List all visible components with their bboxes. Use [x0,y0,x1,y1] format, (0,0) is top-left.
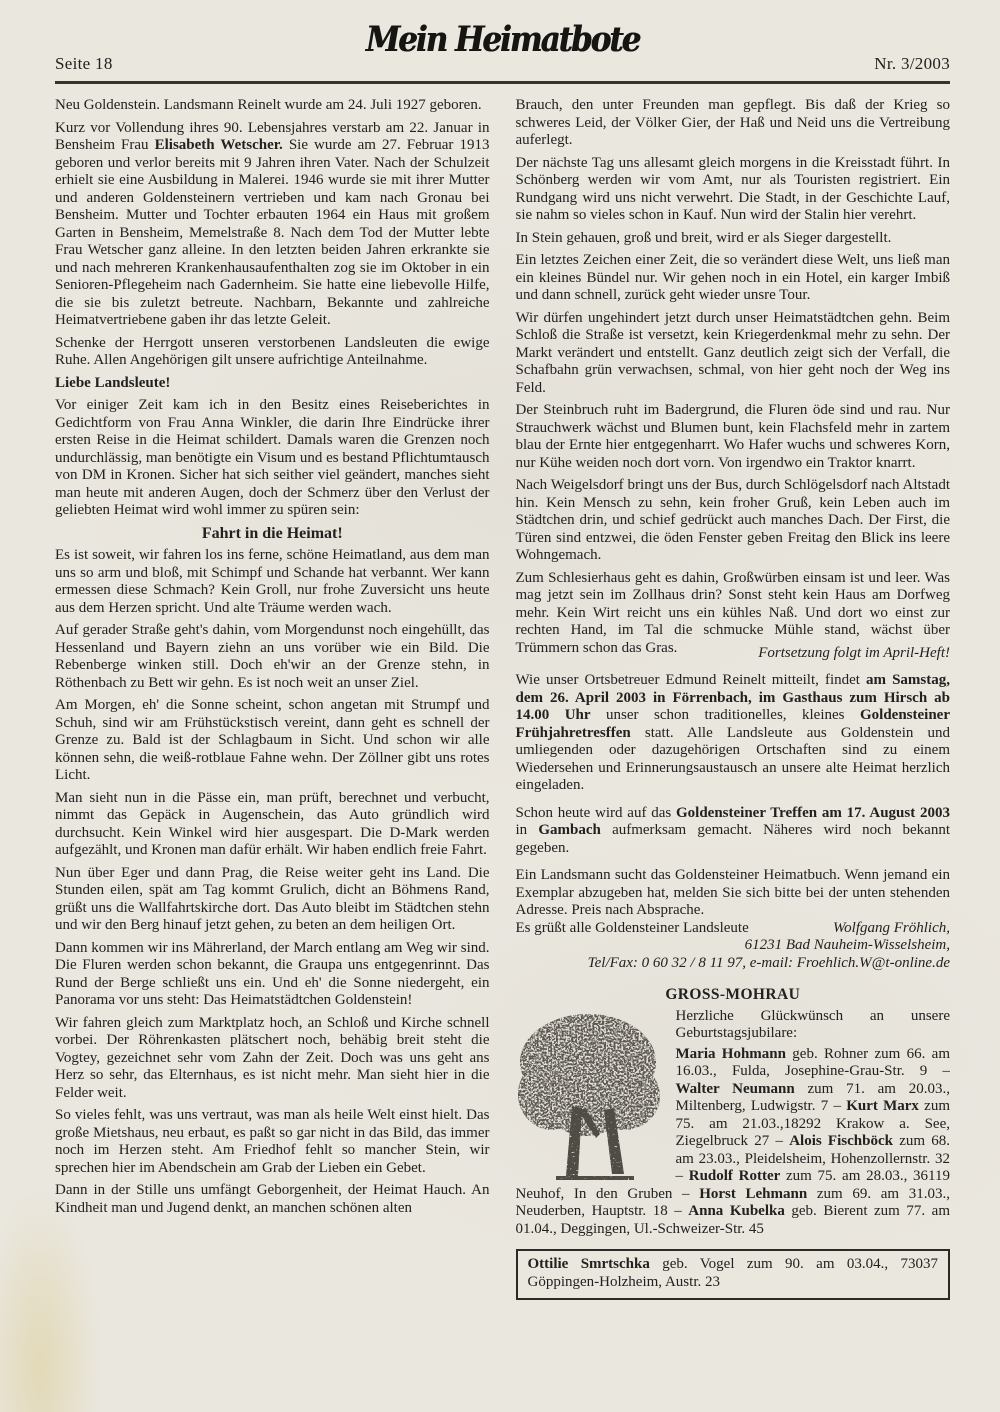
paragraph: Man sieht nun in die Pässe ein, man prüft, berechnet und verbucht, nimmt das Gepäck in Augenschein, das Auto gründlich wird durchsucht. Kein Winkel wird hier ausgespart. Die D-Mark werden aufgezählt, und Kronen man dafür erhält. Wir haben endlich freie Fahrt. [55,789,490,858]
birthday-box-text: Ottilie Smrtschka geb. Vogel zum 90. am 03.04., 73037 Göppingen-Holzheim, Austr. 23 [527,1256,938,1290]
header-rule [55,81,950,84]
paragraph: Schon heute wird auf das Goldensteiner Treffen am 17. August 2003 in Gambach aufmerksam gemacht. Näheres wird noch bekannt gegeben. [515,804,951,856]
gross-mohrau-intro: Herzliche Glückwünsch an unsere Geburtstagsjubilare: [675,1007,950,1041]
paragraph: Dann kommen wir ins Mährerland, der March entlang am Weg wir sind. Die Fluren werden schon bekannt, die Graupa uns entgegenrinnt. Das Rund der Berge schließt uns ein. Und eh' die Sonne niedergeht, ein Panorama vor uns steht: Das Heimatstädtchen Goldenstein! [55,939,490,1008]
paragraph: Der nächste Tag uns allesamt gleich morgens in die Kreisstadt führt. In Schönberg werden wir vom Amt, nur als Touristen registriert. Ein Rundgang wird uns nicht verwehrt. Die Stadt, in der Geschichte Lauf, sie nahm so vieles schon in Kauf. Nun wird der Stalin hier verehrt. [515,154,950,223]
paragraph: Ein letztes Zeichen einer Zeit, die so verändert diese Welt, uns ließ man ein kleines Bündel nur. Wir gehen noch in ein Hotel, ein karger Imbiß und dann schnell, zurück geht wieder unsre Tour. [515,252,950,303]
left-column [55,97,490,1300]
paragraph: Ein Landsmann sucht das Goldensteiner Heimatbuch. Wenn jemand ein Exemplar abzugeben hat, melden Sie sich bitte bei der unten stehenden Adresse. Preis nach Absprache. [515,867,950,918]
gross-mohrau-heading: GROSS-MOHRAU [665,986,801,1003]
paragraph: Wir dürfen ungehindert jetzt durch unser Heimatstädtchen gehn. Beim Schloß die Straße ist versetzt, kein Kriegerdenkmal mehr zu sehn. Der Markt verändert und entstellt. Ganz deutlich zeigt sich der Verfall, die Schafbahn grün verwachsen, schmal, von hier geht noch der Weg ins Feld. [515,309,950,396]
birthday-list: Maria Hohmann geb. Rohner zum 66. am 16.03., Fulda, Josephine-Grau-Str. 9 – Walter Neumann zum 71. am 20.03., Miltenberg, Ludwigstr. 7 – Kurt Marx zum 75. am 21.03.,18292 Krakow a. See, Ziegelbruck 27 – Alois Fischböck zum 68. am 23.03., Pleidelsheim, Hohenzollernstr. 32 – Rudolf Rotter zum 75. am 28.03., 36119 Neuhof, In den Gruben – Horst Lehmann zum 69. am 31.03., Neuderben, Hauptstr. 18 – Anna Kubelka geb. Bierent zum 77. am 01.04., Deggingen, Ul.-Schweizer-Str. 45 [515,1045,950,1237]
text-columns [55,97,950,1300]
tree-illustration [516,1010,664,1180]
page-header [55,19,950,76]
paragraph: Wir fahren gleich zum Marktplatz hoch, an Schloß und Kirche schnell vorbei. Der Röhrenkasten plätschert noch, behäbig breit steht die Vogtey, gezeichnet sehr vom Zahn der Zeit. Doch was uns geht ans Herz so sehr, das Elternhaus, es ist nicht mehr. Man sieht hier in die Felder weit. [55,1014,490,1101]
paragraph: Es ist soweit, wir fahren los ins ferne, schöne Heimatland, aus dem man uns so arm und bloß, mit Schimpf und Schande hat verbannt. Wer kann ermessen diese Schmach? Kein Groll, nur frohe Zuversicht uns heute aus dem Herzen spricht. Und alte Träume werden wach. [55,547,490,616]
page-number: Seite 18 [55,54,113,73]
paragraph: Schenke der Herrgott unseren verstorbenen Landsleuten die ewige Ruhe. Allen Angehörigen gilt unsere aufrichtige Anteilnahme. [55,334,490,368]
paragraph: Brauch, den unter Freunden man gepflegt. Bis daß der Krieg so schweres Leid, der Völker Gier, der Haß und Neid uns die Vertreibung auferlegt. [515,97,950,148]
paragraph: Neu Goldenstein. Landsmann Reinelt wurde am 24. Juli 1927 geboren. [55,97,482,113]
signature-contact: Tel/Fax: 0 60 32 / 8 11 97, e-mail: Froehlich.W@t-online.de [587,954,950,971]
paragraph: Dann in der Stille uns umfängt Geborgenheit, der Heimat Hauch. An Kindheit man und Jugend denkt, an manchen schönen alten [55,1182,490,1216]
paragraph: So vieles fehlt, was uns vertraut, was man als heile Welt einst hielt. Das große Mietshaus, neu erbaut, es paßt so gar nicht in das Bild, das immer noch im Herzen steht. Am Friedhof fehlt so mancher Stein, wir sprechen hier im Abendschein am Grab der Lieben ein Gebet. [55,1107,490,1176]
paragraph: Vor einiger Zeit kam ich in den Besitz eines Reiseberichtes in Gedichtform von Frau Anna Winkler, die darin Ihre Eindrücke ihrer ersten Reise in die Heimat schildert. Damals waren die Grenzen noch undurchlässig, man benötigte ein Visum und es bestand Pflichtumtausch von DM in Kronen. Sicher hat sich seither viel geändert, manches sieht man heute mit anderen Augen, doch der Schmerz über den Verlust der geliebten Heimat wird wohl immer zu spüren sein: [55,397,490,518]
gross-mohrau-section [516,1008,951,1242]
signature-row [516,920,951,938]
paragraph: Am Morgen, eh' die Sonne scheint, schon angetan mit Strumpf und Schuh, sind wir am Frühstückstisch vereint, dann geht es schnell der Grenze zu. Bald ist der Schlagbaum in Sicht. Und schon wir alle können sehn, die weiß-rotblaue Fahne wehn. Der Zöllner gibt uns rotes Licht. [55,697,490,783]
paragraph: Nach Weigelsdorf bringt uns der Bus, durch Schlögelsdorf nach Altstadt hin. Kein Mensch zu sehn, kein froher Gruß, kein Leben auch im Städtchen drin, und schief gedrückt auch manches Dach. Der First, die Türen sind entzwei, die öden Fenster geben Freitag den Blick ins leere Wohngemach. [515,477,950,563]
section-heading-liebe-landsleute: Liebe Landsleute! [55,374,171,391]
paragraph: Kurz vor Vollendung ihres 90. Lebensjahres verstarb am 22. Januar in Bensheim Frau Elisabeth Wetscher. Sie wurde am 27. Februar 1913 geboren und verlor bereits mit 9 Jahren ihren Vater. Nach der Schulzeit erhielt sie eine Ausbildung in Malerei. 1946 wurde sie mit ihrer Mutter und anderen Goldensteinern vertrieben und kam nach Gronau bei Bensheim. Mutter und Tochter erbauten 1964 ein Haus mit großem Garten in Bensheim, Memelstraße 8. Nach dem Tod der Mutter lebte Frau Wetscher ganz alleine. In den letzten beiden Jahren erkrankte sie und nach mehreren Krankenhausaufenthalten zog sie im Oktober in ein Senioren-Pflegeheim nach Gadernheim. Sie hatte eine liebevolle Hilfe, die sie bis zuletzt betreute. Nachbarn, Bekannte und zahlreiche Heimatvertriebene gaben ihr das letzte Geleit. [55,119,490,328]
masthead-title: Mein Heimatbote [365,19,640,61]
paragraph: Der Steinbruch ruht im Badergrund, die Fluren öde sind und rau. Nur Strauchwerk wächst und Blumen bunt, kein Flachsfeld mehr in zartem blau der Ernte hier entgegenharrt. Wo Hafer wuchs und schweres Korn, nur Kühe weiden noch dort vorn. Von irgendwo ein Traktor knarrt. [515,402,950,471]
paragraph: Nun über Eger und dann Prag, die Reise weiter geht ins Land. Die Stunden eilen, spät am Tag kommt Grulich, dicht an Böhmens Rand, grüßt uns die Wallfahrtskirche dort. Das Auto bleibt im Städtchen stehn und wir den Berg hinauf jetzt gehen, zu beten an dem heiligen Ort. [55,864,490,933]
signature-name: Wolfgang Fröhlich, [833,919,950,936]
paragraph: Wie unser Ortsbetreuer Edmund Reinelt mitteilt, findet am Samstag, dem 26. April 2003 in Förrenbach, im Gasthaus zum Hirsch ab 14.00 Uhr unser schon traditionelles, kleines Goldensteiner Frühjahretresffen statt. Alle Landsleute aus Goldenstein und umliegenden oder dazugehörigen Ortschaften sind zu einem Wiedersehen und Erinnerungsaustausch an unsere alte Heimat herzlich eingeladen. [515,672,950,793]
birthday-box [516,1249,951,1300]
issue-number: Nr. 3/2003 [874,54,950,73]
paragraph: Zum Schlesierhaus geht es dahin, Großwürben einsam ist und leer. Was mag jetzt sein im Zollhaus drin? Sonst steht kein Haus am Dorfweg mehr. Kein Wirt reicht uns ein kühles Naß. Und dort wo einst zur rechten Hand, im Tal die schmucke Mühle stand, wächst über Trümmern schon das Gras. [515,569,950,656]
signature-greeting: Es grüßt alle Goldensteiner Landsleute [515,919,749,936]
right-column [516,97,951,1300]
paragraph: In Stein gehauen, groß und breit, wird er als Sieger dargestellt. [515,229,892,246]
signature-address: 61231 Bad Nauheim-Wisselsheim, [744,937,950,953]
poem-title: Fahrt in die Heimat! [201,524,343,542]
continuation-note: Fortsetzung folgt im April-Heft! [758,644,950,661]
paragraph: Auf gerader Straße geht's dahin, vom Morgendunst noch eingehüllt, das Hessenland und Bayern ziehn an uns vorüber wie ein Bild. Die Rebenberge winken still. Doch eh'wir an der Grenze stehn, in Röthenbach zu Bett wir gehn. Es ist noch weit an unser Ziel. [55,622,490,691]
